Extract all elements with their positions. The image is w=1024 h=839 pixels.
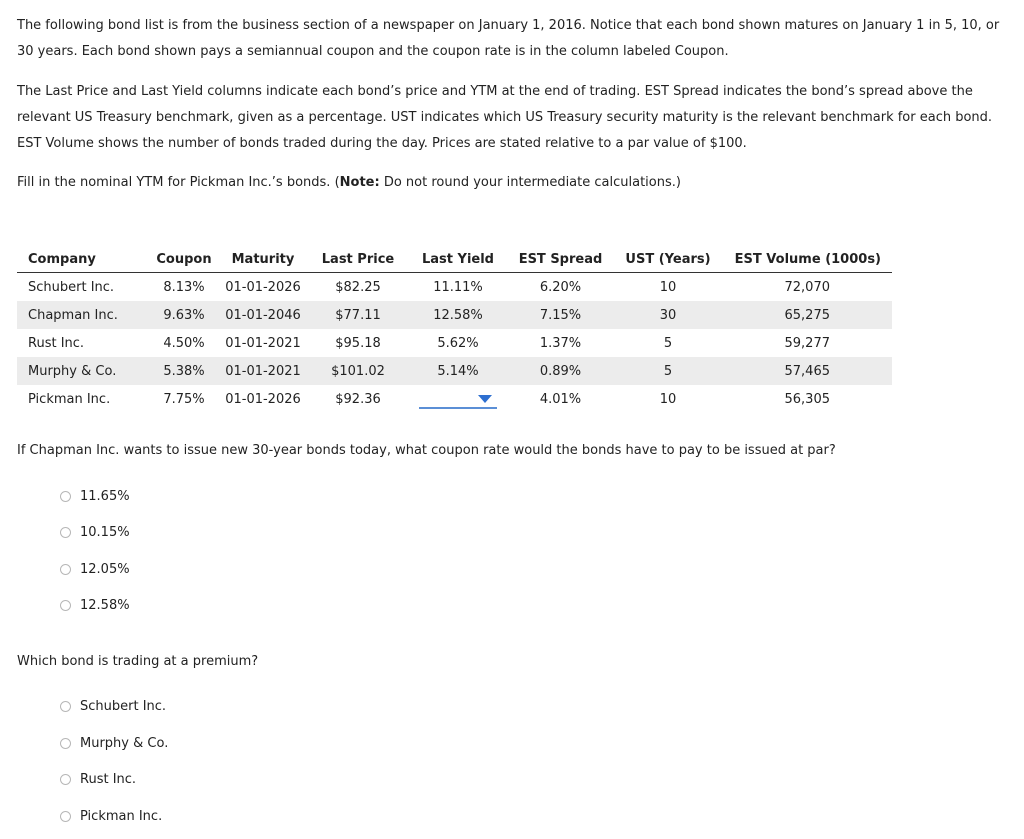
cell-maturity: 01-01-2021 xyxy=(218,357,308,385)
cell-ust: 5 xyxy=(663,335,673,351)
option-label: 12.58% xyxy=(80,597,130,613)
radio-empty-icon[interactable] xyxy=(60,600,71,611)
cell-company: Murphy & Co. xyxy=(17,357,150,385)
cell-coupon: 8.13% xyxy=(163,279,205,295)
intro-paragraph-2: The Last Price and Last Yield columns indicate each bond’s price and YTM at the end of trading. EST Spread indicates the bond’s spread above the relevant US Treasury benchmark, given as a percentage. UST indicates which US Treasury security maturity is the relevant benchmark for each bond. EST Volume shows the number of bonds traded during the day. Prices are stated relative to a par value of $100. xyxy=(17,84,993,151)
cell-maturity: 01-01-2046 xyxy=(218,301,308,329)
radio-empty-icon[interactable] xyxy=(60,491,71,502)
q2-option-2[interactable] xyxy=(60,734,168,752)
q1-option-2[interactable] xyxy=(60,523,130,541)
cell-ust: 5 xyxy=(613,357,723,385)
q1-option-4[interactable] xyxy=(60,596,130,614)
header-est-volume: EST Volume (1000s) xyxy=(723,246,892,273)
option-label: Rust Inc. xyxy=(80,771,137,787)
q2-option-1[interactable] xyxy=(60,697,166,715)
cell-coupon: 5.38% xyxy=(150,357,218,385)
cell-maturity: 01-01-2021 xyxy=(225,335,301,351)
option-label: Murphy & Co. xyxy=(80,735,169,751)
table-row xyxy=(17,301,892,329)
cell-est-spread: 1.37% xyxy=(539,335,582,351)
option-label: Schubert Inc. xyxy=(80,698,167,714)
question-1-text: If Chapman Inc. wants to issue new 30-year bonds today, what coupon rate would the bonds have to pay to be issued at par? xyxy=(17,443,836,458)
radio-empty-icon[interactable] xyxy=(60,701,71,712)
cell-last-price: $92.36 xyxy=(335,391,381,407)
q1-option-1[interactable] xyxy=(60,487,130,505)
radio-empty-icon[interactable] xyxy=(60,564,71,575)
header-est-spread: EST Spread xyxy=(508,246,613,273)
cell-last-yield xyxy=(408,385,508,413)
cell-last-price: $77.11 xyxy=(308,301,408,329)
cell-last-price: $82.25 xyxy=(335,279,381,295)
table-row xyxy=(17,273,892,302)
cell-maturity: 01-01-2026 xyxy=(225,391,301,407)
table-row xyxy=(17,385,892,413)
radio-empty-icon[interactable] xyxy=(60,811,71,822)
header-ust: UST (Years) xyxy=(613,246,723,273)
cell-est-spread: 7.15% xyxy=(508,301,613,329)
cell-last-yield: 5.14% xyxy=(408,357,508,385)
table-row xyxy=(17,329,892,357)
cell-est-volume: 72,070 xyxy=(784,279,830,295)
option-label: 10.15% xyxy=(80,524,130,540)
cell-last-yield: 5.62% xyxy=(437,335,479,351)
q2-option-3[interactable] xyxy=(60,770,136,788)
cell-company: Schubert Inc. xyxy=(28,279,115,295)
cell-last-price: $101.02 xyxy=(308,357,408,385)
instruction-paragraph xyxy=(17,170,1007,196)
bond-table xyxy=(17,246,892,413)
note-label: Note: xyxy=(339,175,380,190)
cell-ust: 30 xyxy=(613,301,723,329)
cell-company: Pickman Inc. xyxy=(28,391,111,407)
cell-last-yield: 11.11% xyxy=(433,279,483,295)
question-2-text: Which bond is trading at a premium? xyxy=(17,654,259,669)
header-maturity: Maturity xyxy=(218,246,308,273)
radio-empty-icon[interactable] xyxy=(60,774,71,785)
cell-est-volume: 65,275 xyxy=(723,301,892,329)
cell-ust: 10 xyxy=(659,391,677,407)
header-last-yield: Last Yield xyxy=(408,246,508,273)
cell-last-price: $95.18 xyxy=(335,335,381,351)
header-coupon: Coupon xyxy=(150,246,218,273)
option-label: 11.65% xyxy=(80,488,130,504)
cell-coupon: 7.75% xyxy=(163,391,205,407)
radio-empty-icon[interactable] xyxy=(60,527,71,538)
cell-est-spread: 6.20% xyxy=(539,279,582,295)
table-row xyxy=(17,357,892,385)
cell-maturity: 01-01-2026 xyxy=(225,279,301,295)
cell-est-volume: 59,277 xyxy=(784,335,830,351)
option-label: 12.05% xyxy=(80,561,130,577)
table-header-row xyxy=(17,246,892,273)
cell-coupon: 4.50% xyxy=(163,335,205,351)
pickman-ytm-dropdown[interactable] xyxy=(419,389,497,409)
header-last-price: Last Price xyxy=(308,246,408,273)
caret-down-icon xyxy=(478,395,492,403)
option-label: Pickman Inc. xyxy=(80,808,163,824)
radio-empty-icon[interactable] xyxy=(60,738,71,749)
cell-company: Rust Inc. xyxy=(28,335,85,351)
q2-option-4[interactable] xyxy=(60,807,162,825)
cell-est-volume: 57,465 xyxy=(723,357,892,385)
cell-last-yield: 12.58% xyxy=(408,301,508,329)
note-text: Do not round your intermediate calculations.) xyxy=(379,175,681,190)
intro-paragraph-1: The following bond list is from the business section of a newspaper on January 1, 2016. Notice that each bond shown matures on January 1 in 5, 10, or 30 years. Each bond shown pays a semiannual coupon and the coupon rate is in the column labeled Coupon. xyxy=(17,18,1000,59)
cell-coupon: 9.63% xyxy=(150,301,218,329)
q1-option-3[interactable] xyxy=(60,560,130,578)
instruction-text: Fill in the nominal YTM for Pickman Inc.’s bonds. ( xyxy=(17,175,340,190)
cell-est-spread: 4.01% xyxy=(539,391,582,407)
cell-est-spread: 0.89% xyxy=(508,357,613,385)
header-company: Company xyxy=(17,246,150,273)
cell-est-volume: 56,305 xyxy=(784,391,830,407)
cell-ust: 10 xyxy=(659,279,677,295)
cell-company: Chapman Inc. xyxy=(17,301,150,329)
